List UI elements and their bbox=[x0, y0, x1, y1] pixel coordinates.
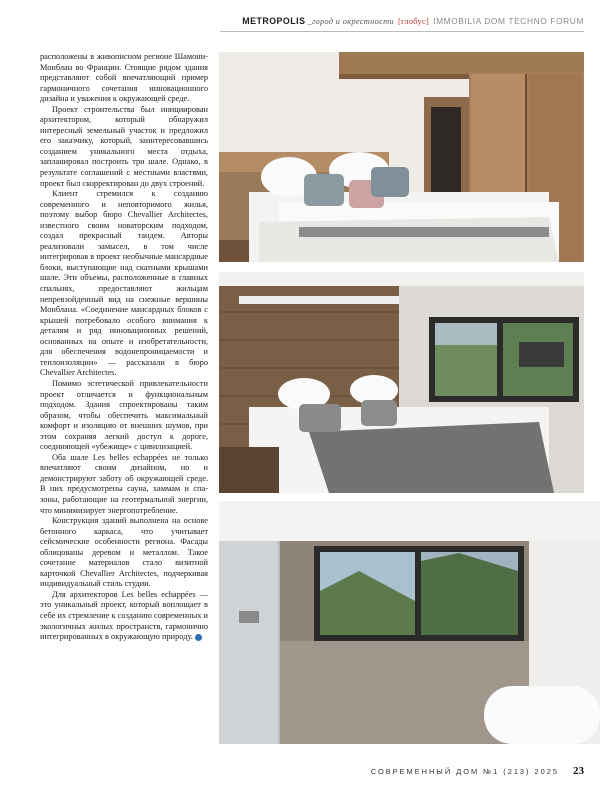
article-column bbox=[40, 52, 208, 643]
header-tag: [глобус] bbox=[397, 16, 430, 26]
article-paragraph: Помимо эстетической привлекательности проект отличается и функциональным подходом. Здания спроектированы таким образом, чтобы обеспечить максимальный комфорт и изоляцию от внешних шумов, при этом сохраняя легкий доступ к дороге, соединяющей «убежище» с цивилизацией. bbox=[40, 378, 208, 452]
article-paragraph-last bbox=[40, 590, 208, 643]
bathroom-photo bbox=[219, 501, 600, 744]
article-paragraph: Клиент стремился к созданию современного и неповторимого жилья, поэтому выбор бюро Chevallier Architectes, известного своим новаторским подходом, создал прекрасный тандем. Авторы реализовали замысел, в том числе интегрировав в проект необычные мансардные блоки, выступающие над скатными крышами шале. Эти объемы, расположенные в главных спальнях, предоставляют жильцам непревзойденный вид на снежные вершины Монблана. «Соединение мансардных блоков с крышей потребовало особого внимания к деталям и ряд инновационных решений, основанных на опыте и изобретательности, для обеспечения водонепроницаемости и теплоизоляции» — рассказали в бюро Chevallier Architectes. bbox=[40, 189, 208, 378]
header-divider bbox=[220, 31, 584, 32]
end-of-article-mark bbox=[195, 634, 202, 641]
article-paragraph: Конструкция зданий выполнена на основе бетонного каркаса, что учитывает сейсмические особенности региона. Фасады облицованы деревом и металлом. Такое сочетание материалов стало визитной карточкой Chevallier Architectes, подчеркивая индивидуальный стиль студии. bbox=[40, 516, 208, 589]
page-footer bbox=[371, 765, 584, 777]
running-header bbox=[0, 10, 584, 32]
article-paragraph: расположены в живописном регионе Шамони-Монблан во Франции. Стоящие рядом здания представляют собой впечатляющий пример гармоничного сочетания инновационного дизайна и уважения к окружающей среде. bbox=[40, 52, 208, 104]
article-paragraph: Проект строительства был инициирован архитектором, который обнаружил интересный земельный участок и предложил его заказчику, который, заинтересовавшись созданием уникального места отдыха, запланировал построить три шале. Однако, в результате соглашений с местными властями, проект был скорректирован до двух строений. bbox=[40, 104, 208, 188]
header-brand: METROPOLIS bbox=[242, 16, 306, 26]
article-paragraph-text: Для архитекторов Les belles echappées — это уникальный проект, который воплощает в себе их стремление к созданию современных и экологичных жилых пространств, гармонично интегрированных в окружающую природу. bbox=[40, 589, 208, 642]
header-sections: IMMOBILIA DOM TECHNO FORUM bbox=[433, 16, 584, 26]
article-paragraph: Оба шале Les belles echappées не только впечатляют своим дизайном, но и демонстрируют заботу об окружающей среде. В них предусмотрены сауна, хаммам и спа-зоны, работающие на геотермальной энергии, что минимизирует энергопотребление. bbox=[40, 452, 208, 515]
page-number: 23 bbox=[573, 765, 584, 777]
header-subtitle: _город и окрестности bbox=[307, 16, 394, 26]
bedroom-photo-1 bbox=[219, 52, 584, 262]
footer-magazine-title: СОВРЕМЕННЫЙ ДОМ №1 (213) 2025 bbox=[370, 766, 559, 776]
bedroom-photo-2 bbox=[219, 272, 584, 493]
